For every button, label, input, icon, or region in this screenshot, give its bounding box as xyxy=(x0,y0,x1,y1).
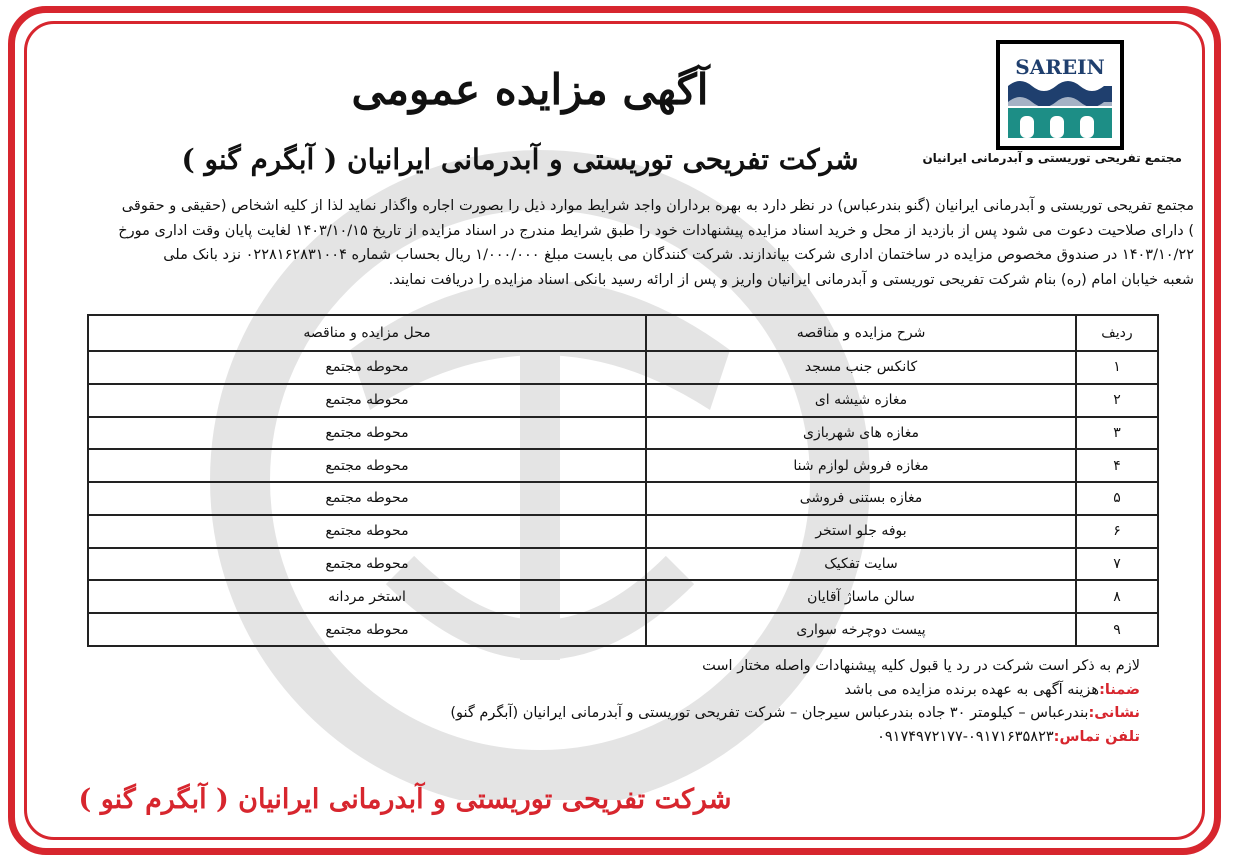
table-row xyxy=(88,417,1158,450)
row-description: مغازه شیشه ای xyxy=(646,384,1076,417)
header-location: محل مزایده و مناقصه xyxy=(88,315,646,351)
row-location: محوطه مجتمع xyxy=(88,515,646,548)
row-location: محوطه مجتمع xyxy=(88,449,646,482)
row-index: ۸ xyxy=(1076,580,1158,613)
row-index: ۱ xyxy=(1076,351,1158,384)
logo-caption: مجتمع تفریحی توریستی و آبدرمانی ایرانیان xyxy=(922,151,1182,165)
table-row xyxy=(88,351,1158,384)
table-row xyxy=(88,482,1158,515)
row-location: محوطه مجتمع xyxy=(88,384,646,417)
intro-line-4: شعبه خیابان امام (ره) بنام شرکت تفریحی توریستی و آبدرمانی ایرانیان واریز و پس از ارائه رسید بانکی اسناد مزایده را دریافت نمایند. xyxy=(388,271,1194,288)
row-location: محوطه مجتمع xyxy=(88,548,646,581)
phone-label: تلفن تماس: xyxy=(1053,728,1140,745)
also-text: هزینه آگهی به عهده برنده مزایده می باشد xyxy=(844,681,1100,698)
row-index: ۵ xyxy=(1076,482,1158,515)
row-description: مغازه های شهربازی xyxy=(646,417,1076,450)
intro-paragraph xyxy=(44,194,1194,292)
footer-company-name: شرکت تفریحی توریستی و آبدرمانی ایرانیان ( آبگرم گنو ) xyxy=(78,784,732,815)
table-row xyxy=(88,515,1158,548)
header-description: شرح مزایده و مناقصه xyxy=(646,315,1076,351)
sarein-logo-mark xyxy=(1000,44,1120,146)
row-description: مغازه فروش لوازم شنا xyxy=(646,449,1076,482)
row-description: مغازه بستنی فروشی xyxy=(646,482,1076,515)
logo-text: SAREIN xyxy=(1015,55,1105,79)
row-location: محوطه مجتمع xyxy=(88,351,646,384)
table-row xyxy=(88,580,1158,613)
row-location: محوطه مجتمع xyxy=(88,613,646,646)
row-description: سالن ماساژ آقایان xyxy=(646,580,1076,613)
address-text: بندرعباس – کیلومتر ۳۰ جاده بندرعباس سیرجان – شرکت تفریحی توریستی و آبدرمانی ایرانیان (آبگرم گنو) xyxy=(450,705,1089,721)
intro-line-2: ) دارای صلاحیت دعوت می شود پس از بازدید از محل و خرید اسناد مزایده پیشنهادات خود را طبق شرایط مندرج در اسناد مزایده از تاریخ ۱۴۰۳/۱۰/۱۵ لغایت پایان وقت اداری مورخ xyxy=(118,222,1194,239)
header-index: ردیف xyxy=(1076,315,1158,351)
row-description: سایت تفکیک xyxy=(646,548,1076,581)
address-label: نشانی: xyxy=(1088,705,1140,721)
row-index: ۳ xyxy=(1076,417,1158,450)
reserve-note: لازم به ذکر است شرکت در رد یا قبول کلیه پیشنهادات واصله مختار است xyxy=(702,658,1140,674)
row-description: کانکس جنب مسجد xyxy=(646,351,1076,384)
table-row xyxy=(88,449,1158,482)
row-index: ۶ xyxy=(1076,515,1158,548)
row-index: ۴ xyxy=(1076,449,1158,482)
row-description: پیست دوچرخه سواری xyxy=(646,613,1076,646)
page-title: آگهی مزایده عمومی xyxy=(351,65,709,114)
intro-line-1: مجتمع تفریحی توریستی و آبدرمانی ایرانیان (گنو بندرعباس) در نظر دارد به بهره برداران واجد شرایط موارد ذیل را بصورت اجاره واگذار نماید لذا از کلیه اشخاص (حقیقی و حقوقی xyxy=(121,198,1194,214)
address-note xyxy=(395,702,1140,726)
row-location: محوطه مجتمع xyxy=(88,417,646,450)
table-row xyxy=(88,384,1158,417)
also-label: ضمنا: xyxy=(1099,681,1140,698)
table-row xyxy=(88,613,1158,646)
notes-section xyxy=(395,655,1140,749)
row-location: محوطه مجتمع xyxy=(88,482,646,515)
intro-line-3: ۱۴۰۳/۱۰/۲۲ در صندوق مخصوص مزایده در ساختمان اداری شرکت بیاندازند. شرکت کنندگان می بایست مبلغ ۱/۰۰۰/۰۰۰ ریال بحساب شماره ۰۲۲۸۱۶۲۸۳۱۰۰۴ نزد بانک ملی xyxy=(163,247,1194,263)
sarein-logo xyxy=(996,40,1124,150)
also-note xyxy=(395,679,1140,703)
row-index: ۲ xyxy=(1076,384,1158,417)
phone-note xyxy=(395,726,1140,750)
table-row xyxy=(88,548,1158,581)
auction-items-table xyxy=(87,314,1159,647)
row-index: ۷ xyxy=(1076,548,1158,581)
row-index: ۹ xyxy=(1076,613,1158,646)
page-subtitle: شرکت تفریحی توریستی و آبدرمانی ایرانیان ( آبگرم گنو ) xyxy=(181,143,859,176)
row-description: بوفه جلو استخر xyxy=(646,515,1076,548)
row-location: استخر مردانه xyxy=(88,580,646,613)
table-header-row xyxy=(88,315,1158,351)
phone-text: ۰۹۱۷۱۶۳۵۸۲۳-۰۹۱۷۴۹۷۲۱۷۷ xyxy=(877,728,1054,745)
